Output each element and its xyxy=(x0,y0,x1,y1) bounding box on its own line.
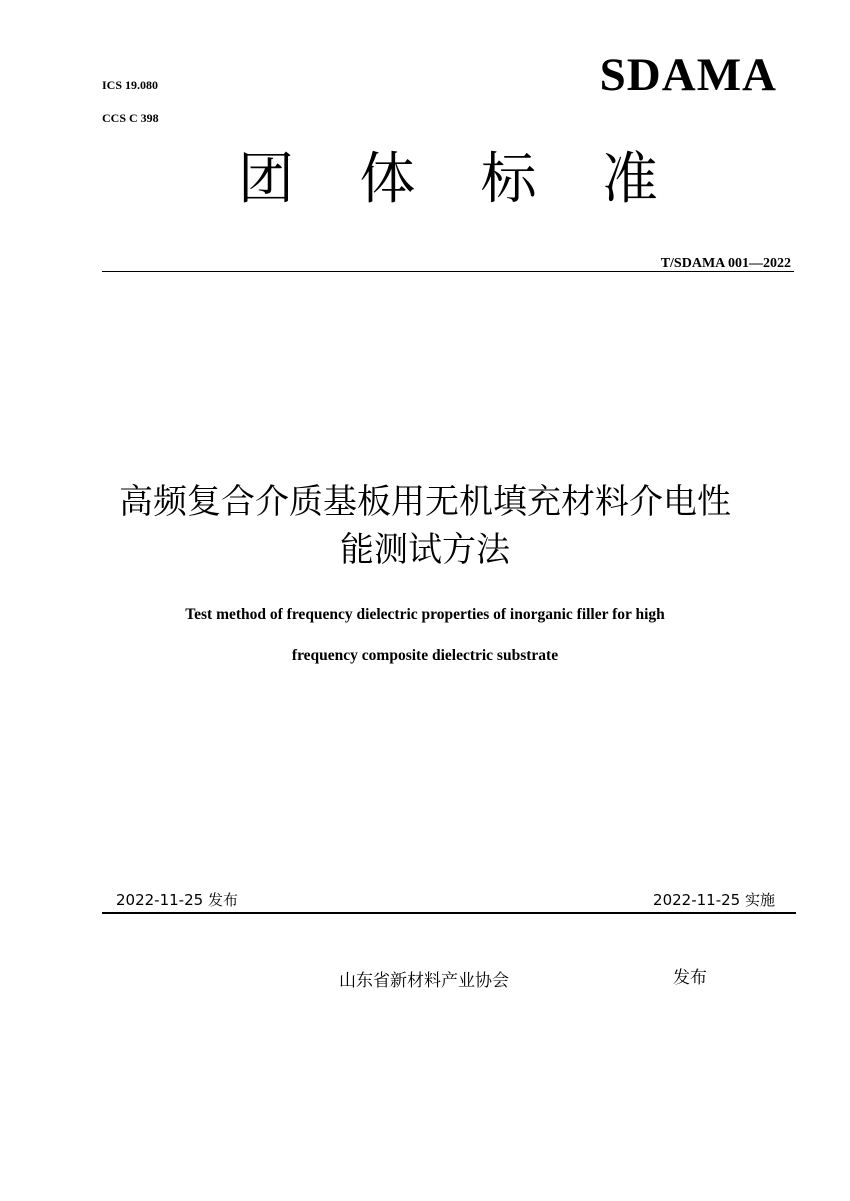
chinese-title-line-1: 高频复合介质基板用无机填充材料介电性 xyxy=(119,482,731,522)
doc-type-char: 团 xyxy=(238,147,294,212)
organization-logo: SDAMA xyxy=(599,49,777,101)
english-title xyxy=(0,594,850,676)
top-divider xyxy=(102,271,794,272)
bottom-divider xyxy=(102,912,796,914)
chinese-title-line-2: 能测试方法 xyxy=(340,530,510,570)
implement-date: 2022-11-25 实施 xyxy=(653,891,775,909)
chinese-title xyxy=(0,478,850,574)
doc-type-char: 体 xyxy=(359,147,416,212)
issuing-organization: 山东省新材料产业协会 xyxy=(339,971,509,991)
standard-number: T/SDAMA 001—2022 xyxy=(660,256,791,271)
publish-date: 2022-11-25 发布 xyxy=(116,891,238,909)
ccs-code: CCS C 398 xyxy=(102,111,159,125)
doc-type-char: 标 xyxy=(480,147,537,212)
english-title-line-1: Test method of frequency dielectric properties of inorganic filler for high xyxy=(185,606,665,623)
document-type-heading xyxy=(238,147,658,212)
ics-code: ICS 19.080 xyxy=(102,78,159,92)
doc-type-char: 准 xyxy=(601,147,658,212)
english-title-line-2: frequency composite dielectric substrate xyxy=(291,647,559,664)
issue-label: 发布 xyxy=(673,968,707,988)
